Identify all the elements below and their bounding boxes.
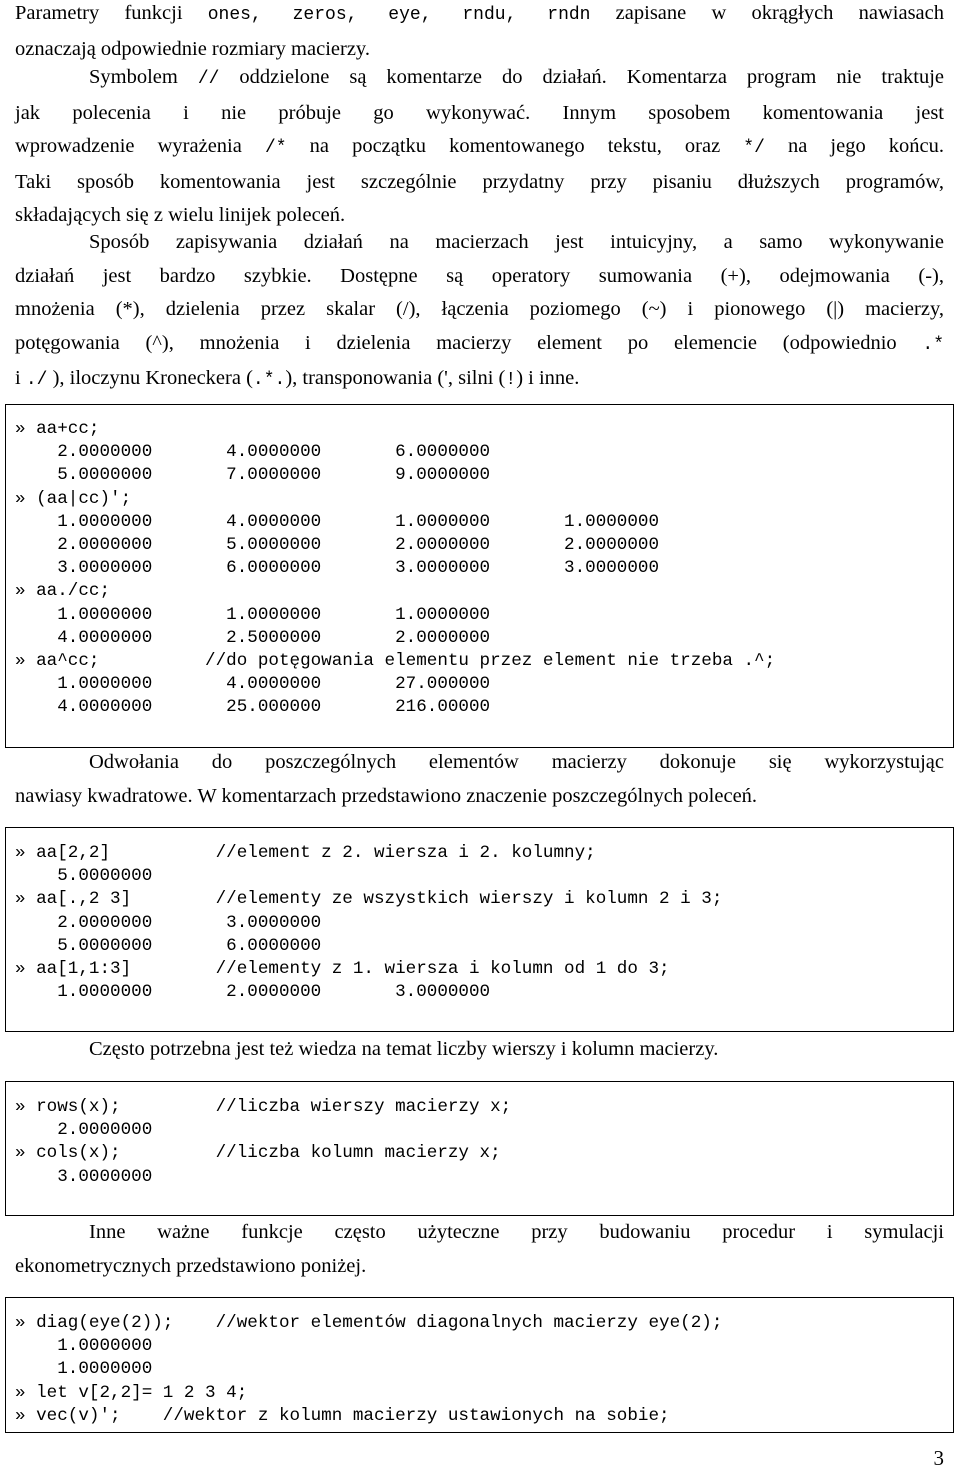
code-line: 4.0000000 2.5000000 2.0000000 [15,627,491,648]
text-line: Taki sposób komentowania jest szczególnie przydatny przy pisaniu dłuższych programów, [15,170,944,193]
code-line: » aa[2,2] //element z 2. wiersza i 2. kolumny; [15,843,596,863]
code-line: » (aa|cc)'; [15,488,132,509]
code-block-indexing [15,842,722,1004]
paragraph-function-parameters [15,0,944,66]
page-number: 3 [933,1446,944,1470]
code-line: » vec(v)'; //wektor z kolumn macierzy ustawionych na sobie; [15,1405,670,1426]
text-line: składających się z wielu linijek poleceń. [15,204,346,226]
paragraph-indexing [15,746,944,813]
text-line: Inne ważne funkcje często użyteczne przy budowaniu procedur i symulacji [89,1221,944,1243]
code-line: 1.0000000 1.0000000 1.0000000 [15,604,491,625]
text-line: Często potrzebna jest też wiedza na temat liczby wierszy i kolumn macierzy. [89,1038,719,1060]
text-line: Parametry funkcji ones, zeros, eye, rndu, rndn zapisane w okrągłych nawiasach [15,2,945,25]
code-line: 2.0000000 4.0000000 6.0000000 [15,442,491,463]
text-line: mnożenia (*), dzielenia przez skalar (/), łączenia poziomego (~) i pionowego (|) macierzy, [15,298,944,320]
paragraph-comments [15,61,944,233]
code-line: 2.0000000 5.0000000 2.0000000 2.0000000 [15,535,660,556]
code-line: 1.0000000 2.0000000 3.0000000 [15,982,491,1003]
code-line: » aa./cc; [15,581,111,602]
code-line: 3.0000000 [15,1166,153,1187]
text-line: i ./ ), iloczynu Kroneckera (.*.), transponowania (', silni (!) i inne. [15,367,580,390]
code-line: 1.0000000 4.0000000 1.0000000 1.0000000 [15,511,660,532]
code-block-other-functions [15,1312,722,1428]
code-line: 5.0000000 7.0000000 9.0000000 [15,465,491,486]
text-line: wprowadzenie wyrażenia /* na początku komentowanego tekstu, oraz */ na jego końcu. [15,135,945,158]
text-line: potęgowania (^), mnożenia i dzielenia macierzy element po elemencie (odpowiednio .* [15,331,944,355]
code-line: » cols(x); //liczba kolumn macierzy x; [15,1143,501,1164]
text-line: oznaczają odpowiednie rozmiary macierzy. [15,37,370,60]
text-line: jak polecenia i nie próbuje go wykonywać. Innym sposobem komentowania jest [15,101,944,124]
code-line: 2.0000000 [15,1120,153,1141]
code-line: 1.0000000 4.0000000 27.000000 [15,674,491,695]
code-line: » diag(eye(2)); //wektor elementów diagonalnych macierzy eye(2); [15,1313,723,1333]
text-line: nawiasy kwadratowe. W komentarzach przedstawiono znaczenie poszczególnych poleceń. [15,784,758,807]
code-block-rows-cols [15,1096,511,1189]
paragraph-operators [15,226,944,398]
paragraph-other-functions [15,1216,944,1283]
code-line: 3.0000000 6.0000000 3.0000000 3.0000000 [15,558,660,579]
code-line: » aa[1,1:3] //elementy z 1. wiersza i kolumn od 1 do 3; [15,959,670,980]
code-line: 4.0000000 25.000000 216.00000 [15,697,491,718]
code-block-matrix-ops [15,418,775,720]
code-line: 2.0000000 3.0000000 [15,912,322,933]
code-line: 5.0000000 [15,866,153,887]
text-line: działań jest bardzo szybkie. Dostępne są operatory sumowania (+), odejmowania (-), [15,264,944,287]
code-line: 1.0000000 [15,1359,153,1380]
text-line: Symbolem // oddzielone są komentarze do działań. Komentarza program nie traktuje [89,66,944,89]
code-line: » aa[.,2 3] //elementy ze wszystkich wierszy i kolumn 2 i 3; [15,889,723,910]
code-line: 5.0000000 6.0000000 [15,935,322,956]
code-line: » aa^cc; //do potęgowania elementu przez element nie trzeba .^; [15,651,776,672]
code-line: 1.0000000 [15,1336,153,1357]
code-line: » aa+cc; [15,419,100,439]
paragraph-rows-cols [15,1033,944,1067]
text-line: Odwołania do poszczególnych elementów macierzy dokonuje się wykorzystując [89,751,944,773]
code-line: » rows(x); //liczba wierszy macierzy x; [15,1097,512,1117]
code-line: » let v[2,2]= 1 2 3 4; [15,1382,248,1403]
text-line: Sposób zapisywania działań na macierzach jest intuicyjny, a samo wykonywanie [89,231,944,253]
text-line: ekonometrycznych przedstawiono poniżej. [15,1254,367,1277]
